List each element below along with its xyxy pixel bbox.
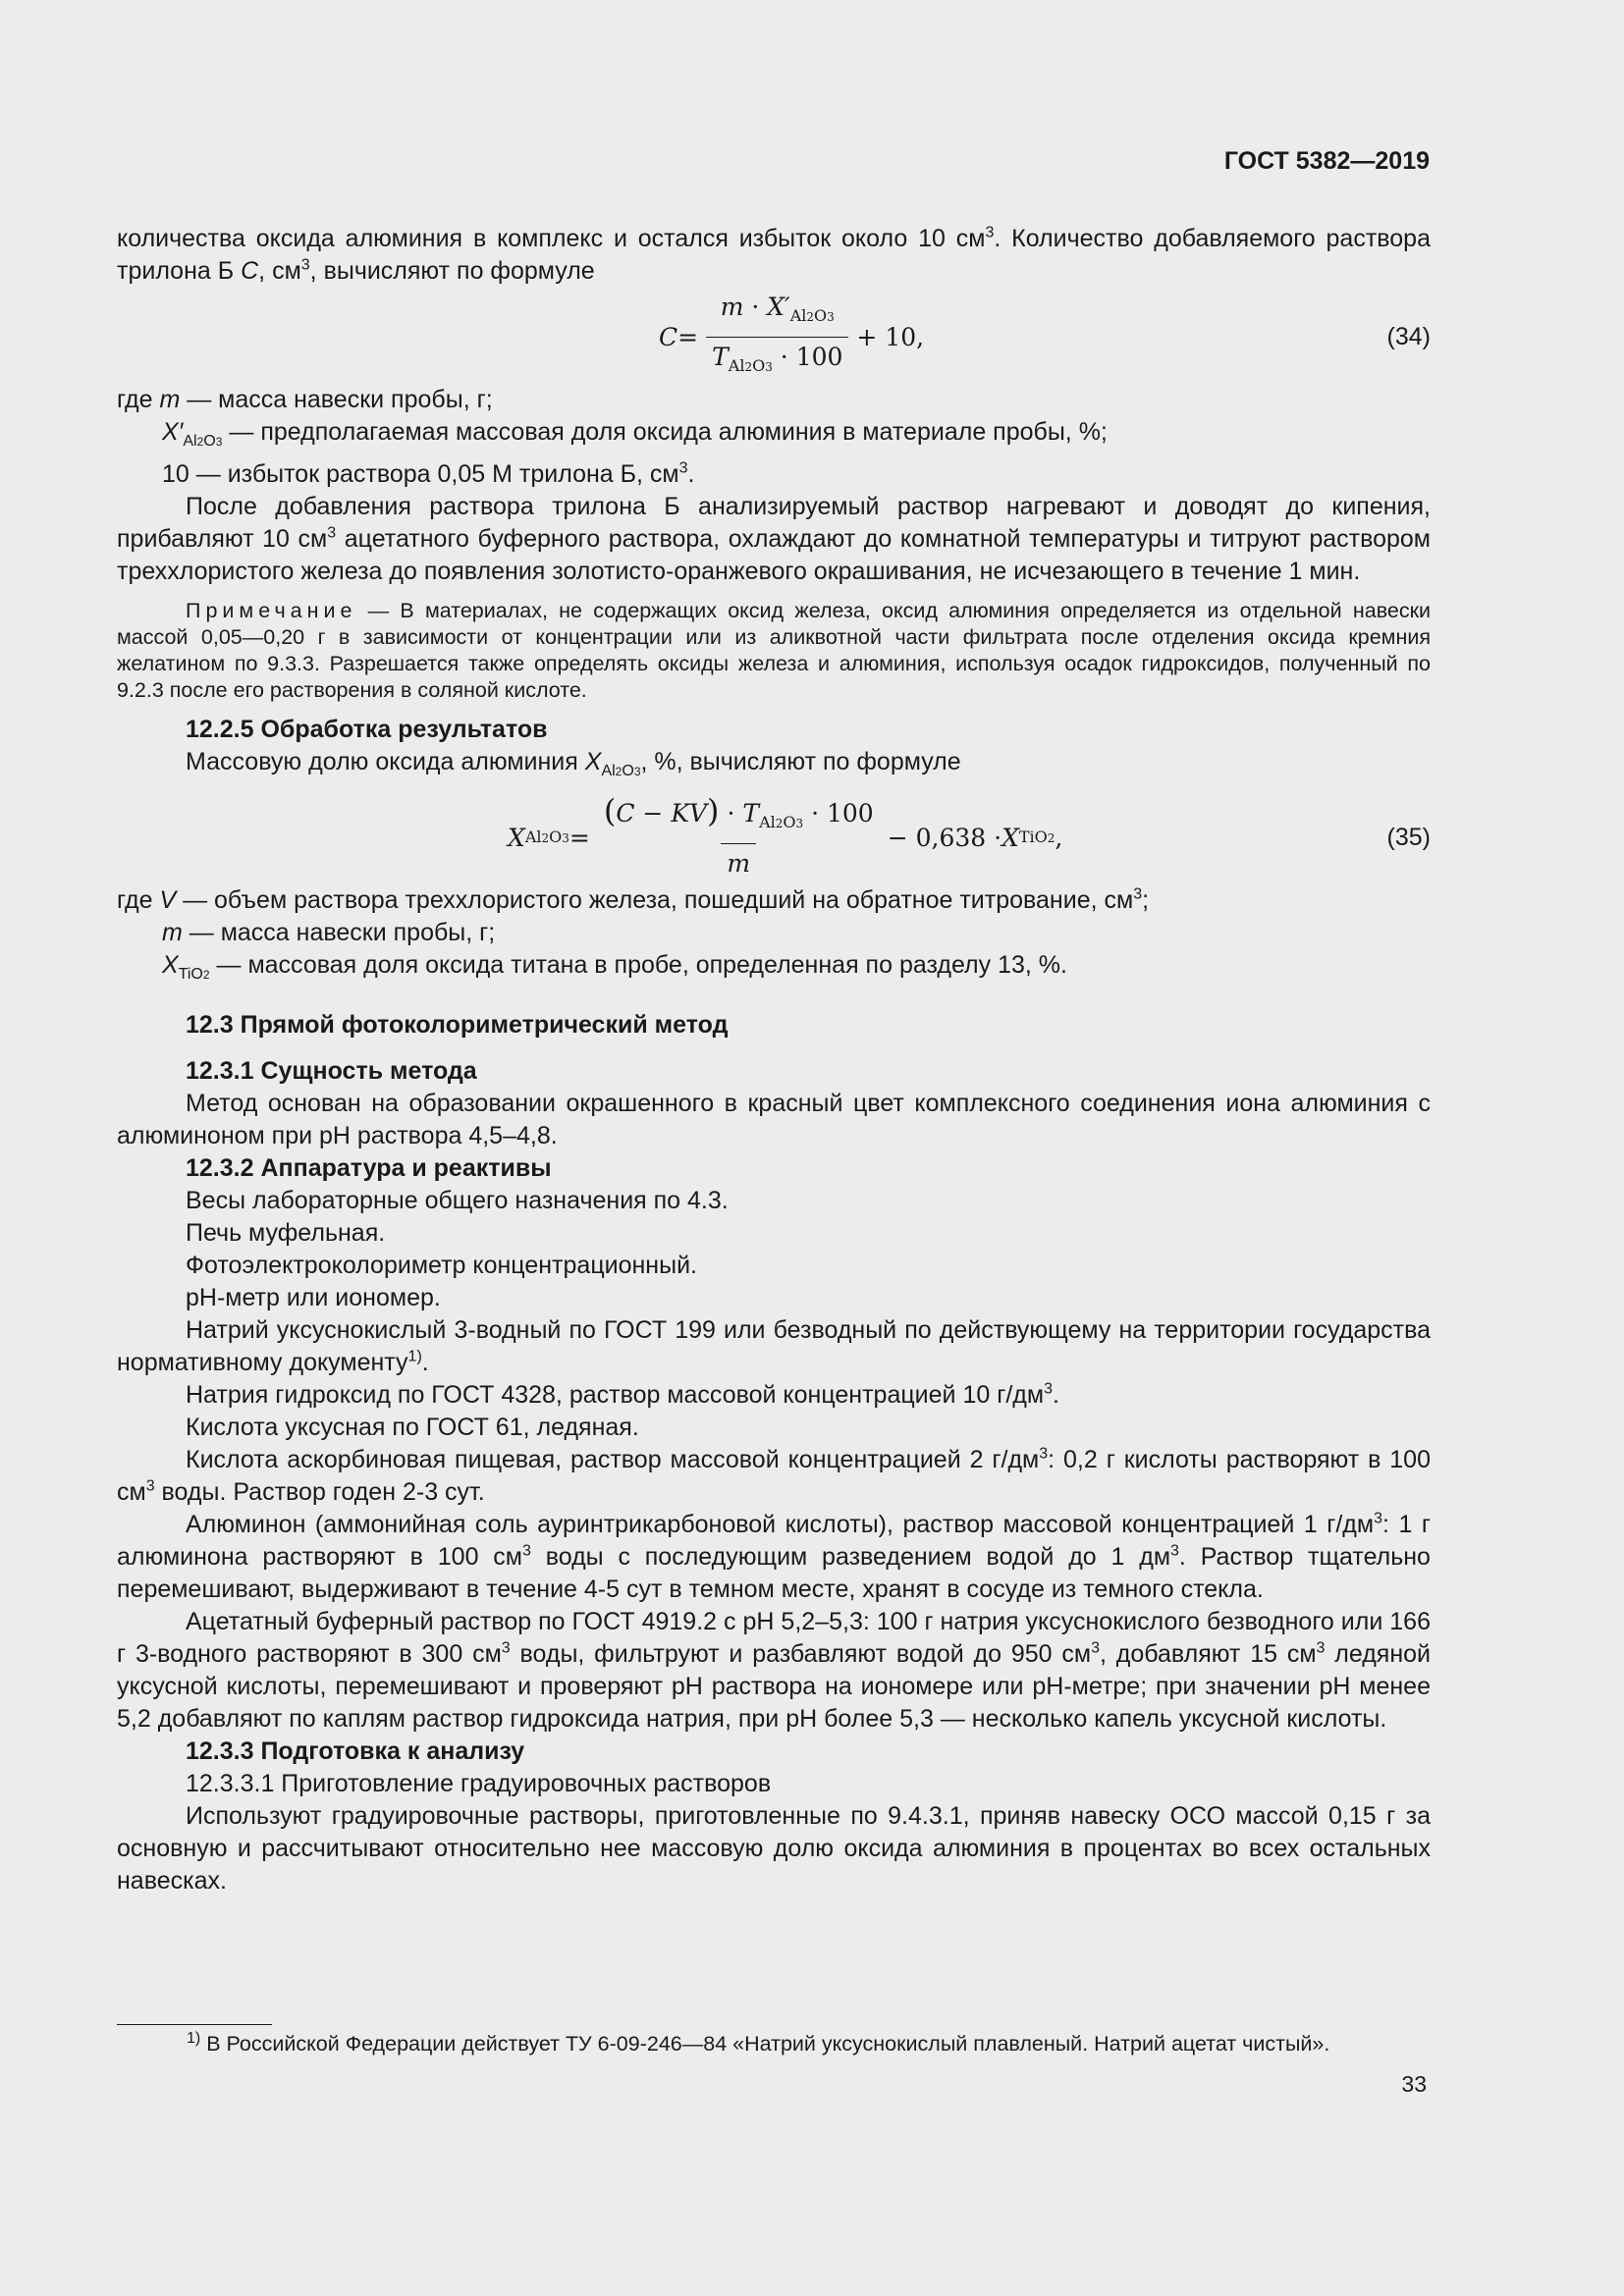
footnote: $^{1)}$ В Российской Федерации действует ТУ 6-09-246—84 «Натрий уксуснокислый плавленый. Натрий ацетат чистый». (187, 2029, 1330, 2056)
formula-34: C = $\frac{m \cdot X'_{Al2O3}}{T_{Al2O3} \cdot 100}$ + 10, (34) (117, 292, 1431, 382)
formula-number-35: (35) (1386, 824, 1431, 851)
paragraph-method-essence: Метод основан на образовании окрашенного в красный цвет комплексного соединения иона алюминия с алюминоном при pH раствора 4,5–4,8. (117, 1090, 1431, 1149)
item-ascorbic-acid: Кислота аскорбиновая пищевая, раствор массовой концентрацией 2 $г/дм^3$: 0,2 г кислоты растворяют в 100 $см^3$ воды. Раствор годен 2-3 сут. (117, 1445, 1431, 1506)
section-12-3-3-1-title: 12.3.3.1 Приготовление градуировочных растворов (186, 1770, 772, 1797)
item-scales: Весы лабораторные общего назначения по 4.3. (186, 1187, 729, 1214)
section-12-2-5-title: 12.2.5 Обработка результатов (186, 716, 548, 743)
paragraph-calibration: Используют градуировочные растворы, приготовленные по 9.4.3.1, приняв навеску ОСО массой 0,15 г за основную и рассчитывают относительно нее массовую долю оксида алюминия в процентах во всех остальных навесках. (117, 1802, 1431, 1895)
page-content (117, 223, 1431, 1897)
item-acetic-acid: Кислота уксусная по ГОСТ 61, ледяная. (186, 1414, 639, 1441)
where-ten: 10 — избыток раствора 0,05 М трилона Б, $см^3$. (162, 459, 695, 488)
footnote-divider (117, 2024, 272, 2025)
item-sodium-acetate: Натрий уксуснокислый 3-водный по ГОСТ 199 или безводный по действующему на территории государства нормативному документу$^{1)}$. (117, 1316, 1431, 1376)
paragraph-mass-fraction: Массовую долю оксида алюминия $X_{Al2O3}$, %, вычисляют по формуле (186, 748, 961, 779)
item-photocolorimeter: Фотоэлектроколориметр концентрационный. (186, 1252, 697, 1279)
item-acetate-buffer: Ацетатный буферный раствор по ГОСТ 4919.2 с pH 5,2–5,3: 100 г натрия уксуснокислого безводного или 166 г 3-водного растворяют в 300 $см^3$ воды, фильтруют и разбавляют водой до 950 $см^3$, добавляют 15 $см^3$ ледяной уксусной кислоты, перемешивают и проверяют pH раствора на иономере или pH-метре; при значении pH менее 5,2 добавляют по каплям раствор гидроксида натрия, при pH более 5,3 — несколько капель уксусной кислоты. (117, 1608, 1432, 1733)
where-x-tio2: $X_{TiO2}$ — массовая доля оксида титана в пробе, определенная по разделу 13, %. (162, 951, 1067, 983)
section-12-3-1-title: 12.3.1 Сущность метода (186, 1057, 477, 1085)
where-x-al2o3: $X'_{Al2O3}$ — предполагаемая массовая доля оксида алюминия в материале пробы, %; (162, 418, 1108, 450)
item-sodium-hydroxide: Натрия гидроксид по ГОСТ 4328, раствор массовой концентрацией 10 $г/дм^3$. (186, 1380, 1059, 1409)
section-12-3-title: 12.3 Прямой фотоколориметрический метод (186, 1011, 729, 1039)
standard-header: ГОСТ 5382—2019 (1223, 147, 1430, 175)
where-v: где V — объем раствора треххлористого железа, пошедший на обратное титрование, $см^3$; (117, 885, 1150, 914)
section-12-3-3-title: 12.3.3 Подготовка к анализу (186, 1737, 525, 1765)
paragraph-intro: количества оксида алюминия в комплекс и остался избыток около 10 $см^3$. Количество добавляемого раствора трилона Б C, $см^3$, вычисляют по формуле (117, 224, 1431, 285)
item-furnace: Печь муфельная. (186, 1219, 386, 1247)
item-ph-meter: pH-метр или иономер. (186, 1284, 441, 1311)
formula-35: X Al2O3 = $\frac{(C - KV) \cdot T_{Al2O3} \cdot 100}{m}$ − 0,638 · X TiO2 , (35) (117, 792, 1431, 882)
note: Примечание — В материалах, не содержащих оксид железа, оксид алюминия определяется из отдельной навески массой 0,05—0,20 г в зависимости от концентрации или из аликвотной части фильтрата после отделения оксида кремния желатином по 9.3.3. Разрешается также определять оксиды железа и алюминия, используя осадок гидроксидов, полученный по 9.2.3 после его растворения в соляной кислоте. (117, 599, 1431, 702)
formula-number-34: (34) (1386, 323, 1431, 350)
paragraph-titration: После добавления раствора трилона Б анализируемый раствор нагревают и доводят до кипения, прибавляют 10 $см^3$ ацетатного буферного раствора, охлаждают до комнатной температуры и титруют раствором треххлористого железа до появления золотисто-оранжевого окрашивания, не исчезающего в течение 1 мин. (117, 493, 1431, 585)
section-12-3-2-title: 12.3.2 Аппаратура и реактивы (186, 1154, 552, 1182)
where-m: где m — масса навески пробы, г; (117, 386, 493, 413)
item-aluminon: Алюминон (аммонийная соль ауринтрикарбоновой кислоты), раствор массовой концентрацией 1 $г/дм^3$: 1 г алюминона растворяют в 100 $см^3$ воды с последующим разведением водой до 1 $дм^3$. Раствор тщательно перемешивают, выдерживают в течение 4-5 сут в темном месте, хранят в сосуде из темного стекла. (117, 1510, 1431, 1603)
page-number: 33 (1401, 2071, 1427, 2097)
where-m2: m — масса навески пробы, г; (162, 919, 496, 946)
